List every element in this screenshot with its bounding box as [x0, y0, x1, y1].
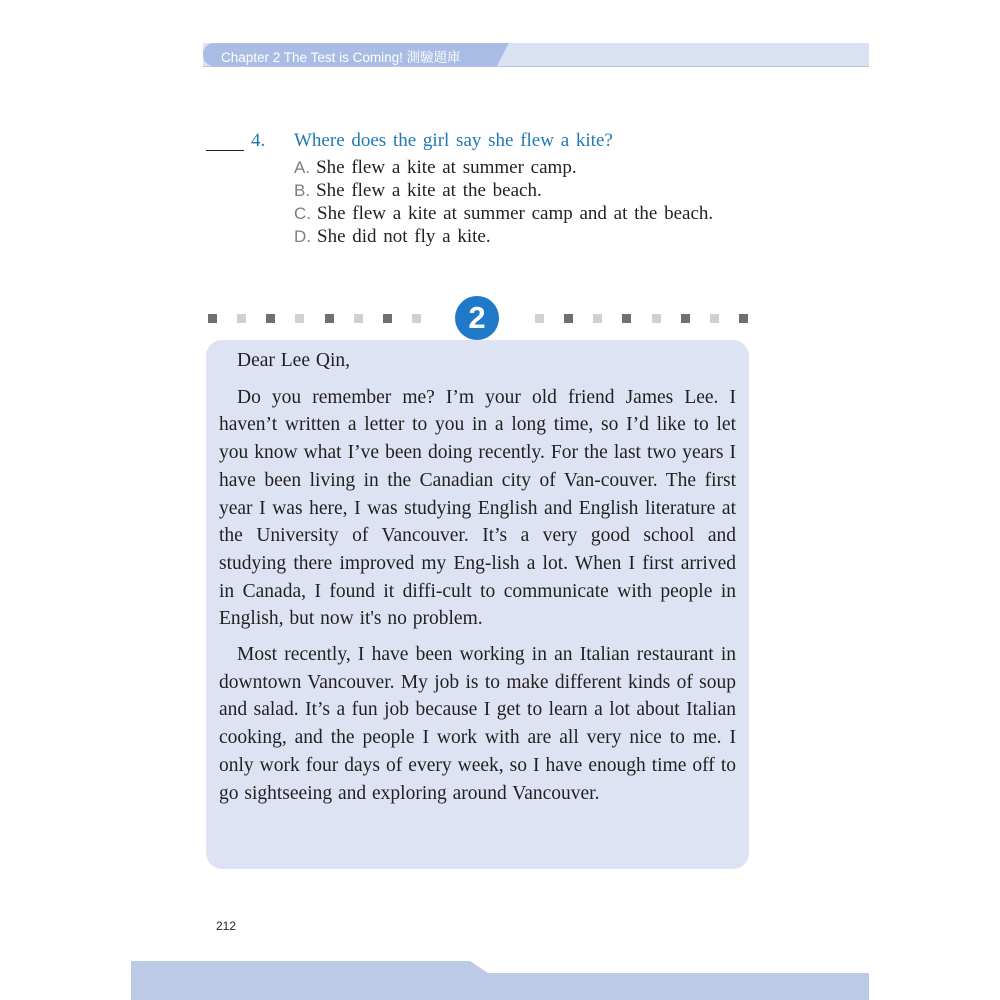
option-letter: B.: [294, 181, 311, 200]
option-text: She flew a kite at the beach.: [316, 180, 542, 201]
question-text: Where does the girl say she flew a kite?: [294, 130, 613, 151]
option-c: [294, 203, 713, 226]
separator-square: [622, 314, 631, 323]
separator-square: [564, 314, 573, 323]
separator-square: [383, 314, 392, 323]
separator-square: [710, 314, 719, 323]
chapter-title: Chapter 2 The Test is Coming! 測驗題庫: [221, 50, 461, 65]
separator-square: [325, 314, 334, 323]
option-d: [294, 226, 713, 249]
separator-square: [652, 314, 661, 323]
option-b: [294, 180, 713, 203]
letter-paragraph: Do you remember me? I’m your old friend James Lee. I haven’t written a letter to you in a long time, so I’d like to let you know what I’ve been doing recently. For the last two years I have been living in the Canadian city of Van-couver. The first year I was here, I was studying English and English literature at the University of Vancouver. It’s a very good school and studying there improved my Eng-lish a lot. When I first arrived in Canada, I found it diffi-cult to communicate with people in English, but now it's no problem.: [219, 386, 736, 630]
option-text: She flew a kite at summer camp.: [316, 157, 577, 178]
option-a: [294, 157, 713, 180]
separator-square: [412, 314, 421, 323]
separator-square: [681, 314, 690, 323]
separator-square: [237, 314, 246, 323]
option-letter: C.: [294, 204, 311, 223]
question-number: 4.: [251, 130, 266, 151]
letter-paragraph: Most recently, I have been working in an Italian restaurant in downtown Vancouver. My job is to make different kinds of soup and salad. It’s a fun job because I get to learn a lot about Italian cooking, and the people I work with are all very nice to me. I only work four days of every week, so I have enough time off to go sightseeing and exploring around Vancouver.: [219, 644, 736, 804]
option-letter: A.: [294, 158, 311, 177]
answer-options: [294, 157, 713, 249]
letter-greeting: Dear Lee Qin,: [237, 350, 350, 371]
letter-body: [219, 347, 736, 815]
answer-blank: [206, 150, 244, 151]
section-number-badge: 2: [455, 296, 499, 340]
footer-notch: [470, 961, 870, 973]
separator-left: [208, 314, 448, 323]
separator-square: [593, 314, 602, 323]
separator-right: [535, 314, 775, 323]
separator-square: [295, 314, 304, 323]
separator-square: [354, 314, 363, 323]
separator-square: [208, 314, 217, 323]
page-number: 212: [216, 919, 237, 933]
separator-square: [535, 314, 544, 323]
option-letter: D.: [294, 227, 311, 246]
separator-square: [266, 314, 275, 323]
option-text: She did not fly a kite.: [317, 226, 491, 247]
option-text: She flew a kite at summer camp and at the beach.: [317, 203, 714, 224]
separator-square: [739, 314, 748, 323]
